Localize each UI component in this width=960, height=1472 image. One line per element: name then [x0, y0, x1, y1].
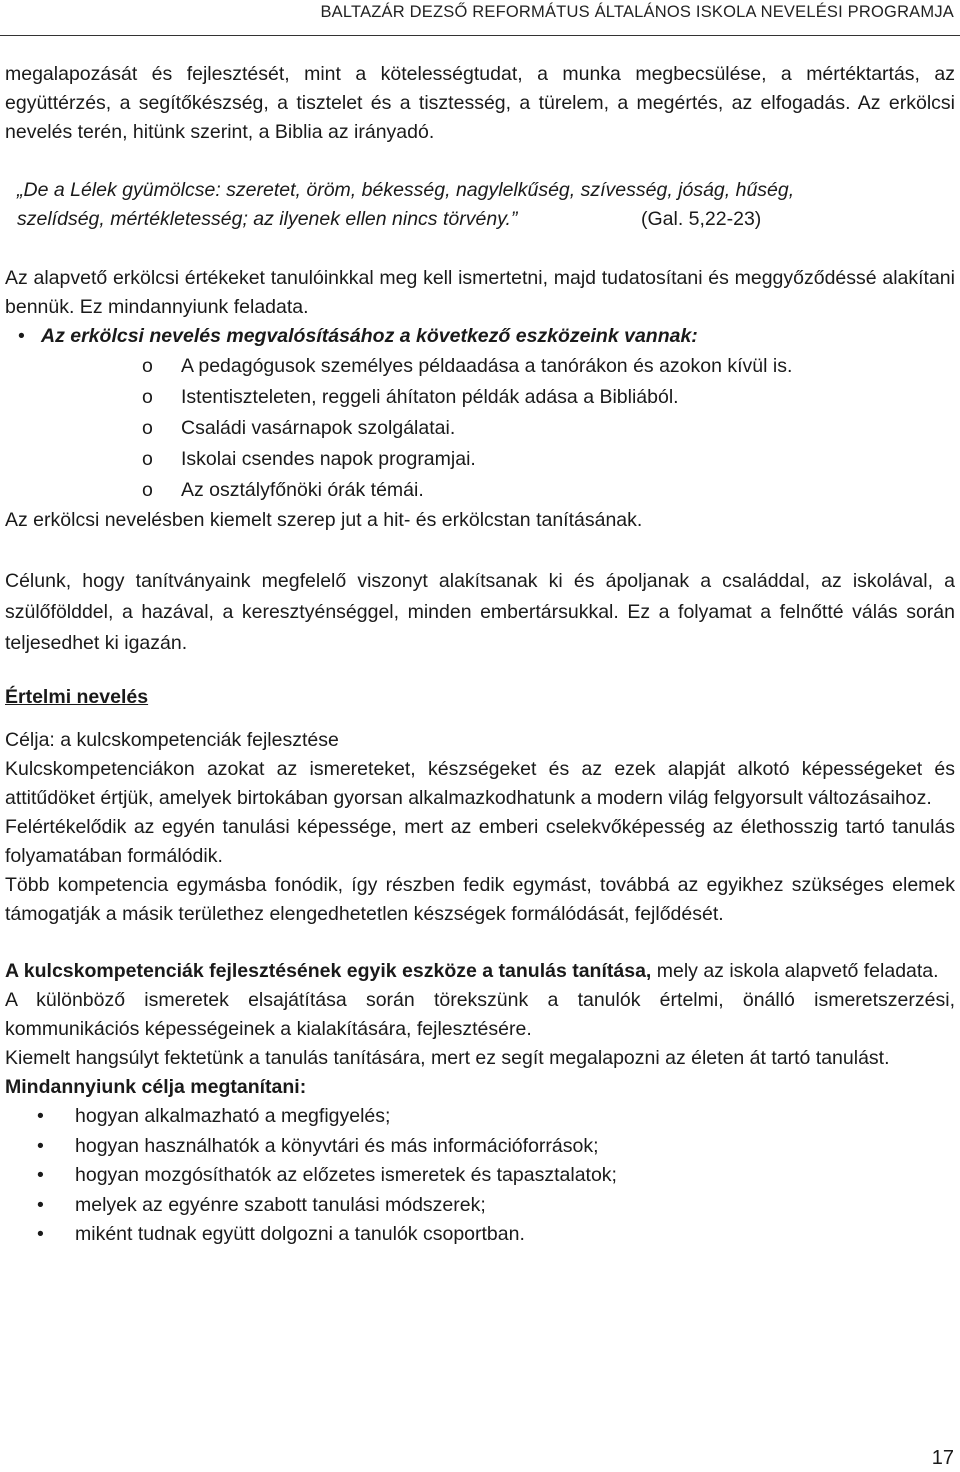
- paragraph-competences-overlap: Több kompetencia egymásba fonódik, így részben fedik egymást, továbbá az egyikhez szükséges elemek támogatják a másik területhez elengedhetetlen készségek formálódását, fejlődését.: [5, 874, 955, 925]
- list-item: o Iskolai csendes napok programjai.: [5, 444, 955, 475]
- means-list: [5, 351, 955, 506]
- bullet-marker: o: [142, 448, 153, 470]
- list-item: • melyek az egyénre szabott tanulási módszerek;: [5, 1191, 955, 1221]
- list-item: o Az osztályfőnöki órák témái.: [5, 475, 955, 506]
- paragraph-basic-values: Az alapvető erkölcsi értékeket tanulóinkkal meg kell ismertetni, majd tudatosítani és meggyőződéssé alakítani bennük. Ez mindannyiunk feladata.: [5, 267, 955, 318]
- bible-quote-reference: (Gal. 5,22-23): [641, 208, 762, 230]
- header-divider: [0, 35, 960, 36]
- page-header: BALTAZÁR DEZSŐ REFORMÁTUS ÁLTALÁNOS ISKOLA NEVELÉSI PROGRAMJA: [320, 3, 954, 21]
- paragraph-lifelong-learning: Kiemelt hangsúlyt fektetünk a tanulás tanítására, mert ez segít megalapozni az életen át tartó tanulást.: [5, 1047, 890, 1069]
- bullet-marker: o: [142, 417, 153, 439]
- paragraph-moral-values: megalapozását és fejlesztését, mint a kötelességtudat, a munka megbecsülése, a mértéktartás, az együttérzés, a segítőkészség, a tisztelet és a tisztesség, a türelem, a megértés, az elfogadás. Az erkölcsi nevelés terén, hitünk szerint, a Biblia az irányadó.: [5, 63, 955, 143]
- bible-quote-line-2: [5, 205, 955, 234]
- list-item: o Családi vasárnapok szolgálatai.: [5, 413, 955, 444]
- bible-quote-line-1: „De a Lélek gyümölcse: szeretet, öröm, békesség, nagylelkűség, szívesség, jóság, hűség,: [17, 179, 795, 201]
- page-content: [5, 60, 955, 1250]
- teaching-goals-list: [5, 1102, 955, 1250]
- paragraph-learning-ability: Felértékelődik az egyén tanulási képessége, mert az emberi cselekvőképesség az élethosszig tartó tanulás folyamatában formálódik.: [5, 816, 955, 867]
- bullet-marker: o: [142, 479, 153, 501]
- paragraph-learning-to-learn: [5, 957, 955, 986]
- paragraph-knowledge-acquisition: A különböző ismeretek elsajátítása során törekszünk a tanulók értelmi, önálló ismeretszerzési, kommunikációs képességeinek a kialakítására, fejlesztésére.: [5, 989, 955, 1040]
- means-heading: • Az erkölcsi nevelés megvalósításához a következő eszközeink vannak:: [5, 322, 955, 351]
- bible-quote-text: szelídség, mértékletesség; az ilyenek ellen nincs törvény.”: [17, 208, 518, 230]
- paragraph-religion-ethics: Az erkölcsi nevelésben kiemelt szerep jut a hit- és erkölcstan tanításának.: [5, 509, 643, 531]
- list-item: o Istentiszteleten, reggeli áhítaton példák adása a Bibliából.: [5, 382, 955, 413]
- section-goal: Célja: a kulcskompetenciák fejlesztése: [5, 729, 339, 751]
- bullet-marker: o: [142, 386, 153, 408]
- paragraph-goal: Célunk, hogy tanítványaink megfelelő viszonyt alakítsanak ki és ápoljanak a családdal, az iskolával, a szülőfölddel, a hazával, a keresztyénséggel, minden embertársukkal. Ez a folyamat a felnőtté válás során teljesedhet ki igazán.: [5, 570, 955, 654]
- learning-to-learn-bold: A kulcskompetenciák fejlesztésének egyik eszköze a tanulás tanítása,: [5, 960, 652, 982]
- paragraph-key-competences: Kulcskompetenciákon azokat az ismereteket, készségeket és az ezek alapját alkotó képességeket és attitűdöket értjük, amelyek birtokában gyorsan alkalmazkodhatunk a modern világ felgyorsult változásaihoz.: [5, 758, 955, 809]
- list-item: o A pedagógusok személyes példaadása a tanórákon és azokon kívül is.: [5, 351, 955, 382]
- list-title: Mindannyiunk célja megtanítani:: [5, 1076, 307, 1098]
- page-number: 17: [931, 1447, 954, 1469]
- learning-to-learn-rest: mely az iskola alapvető feladata.: [651, 960, 939, 982]
- list-item: • hogyan mozgósíthatók az előzetes ismeretek és tapasztalatok;: [5, 1161, 955, 1191]
- list-item: • hogyan alkalmazható a megfigyelés;: [5, 1102, 955, 1132]
- section-title: Értelmi nevelés: [5, 686, 149, 708]
- bullet-marker: o: [142, 355, 153, 377]
- list-item: • hogyan használhatók a könyvtári és más információforrások;: [5, 1132, 955, 1162]
- list-item: • miként tudnak együtt dolgozni a tanulók csoportban.: [5, 1220, 955, 1250]
